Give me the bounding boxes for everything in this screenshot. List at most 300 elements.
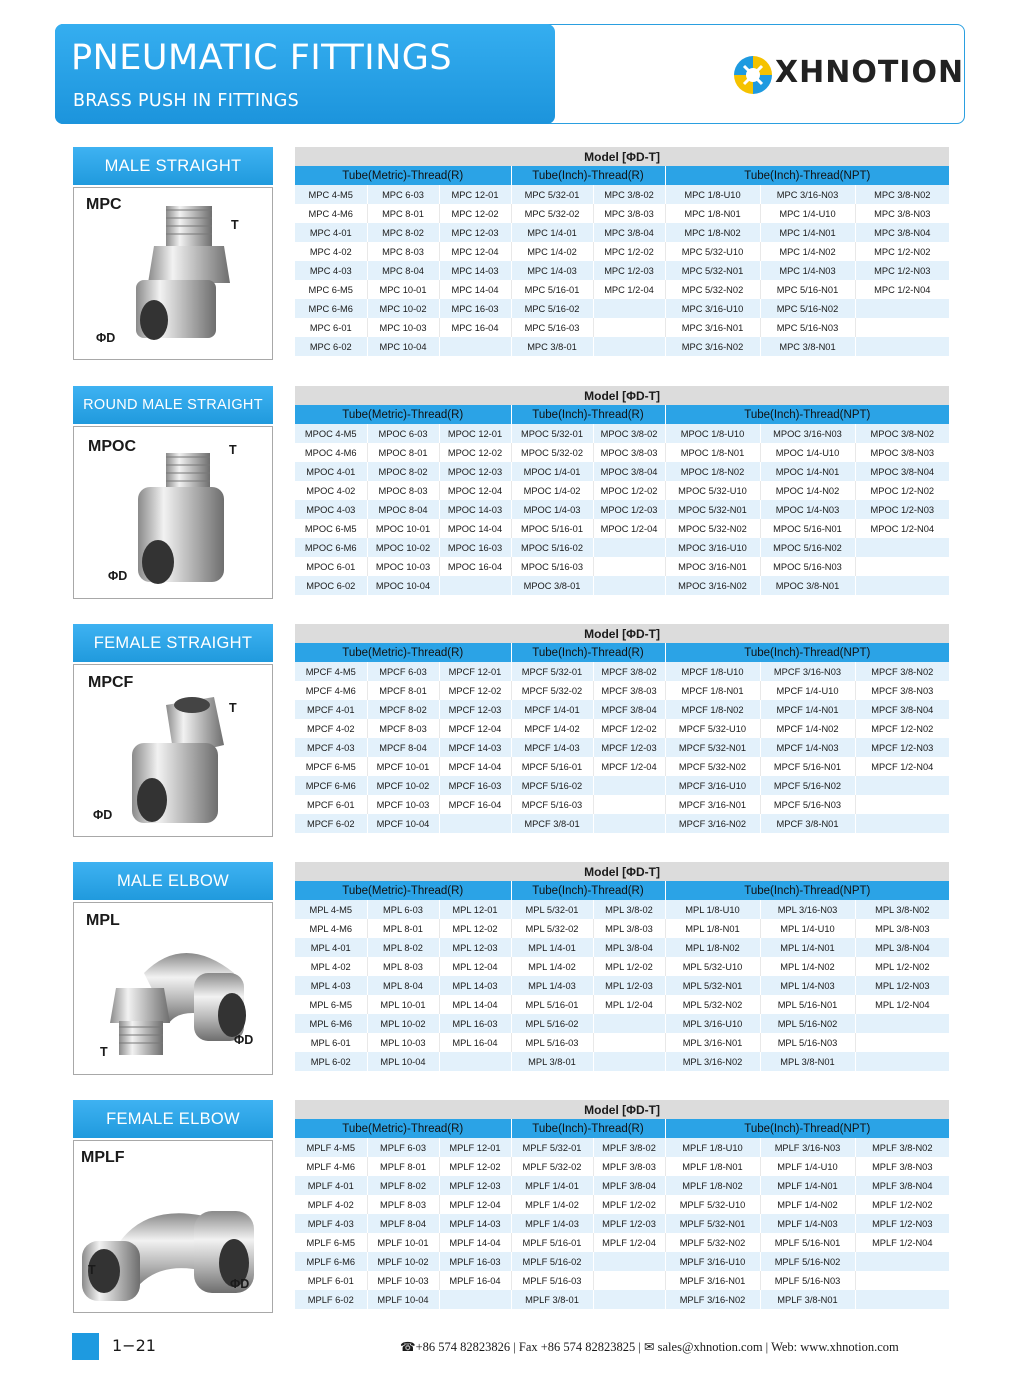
- model-cell: MPC 6-M6: [295, 299, 367, 318]
- model-cell: MPL 12-03: [439, 938, 511, 957]
- group-metric-r: Tube(Metric)-Thread(R): [295, 166, 511, 185]
- table-row: [295, 776, 949, 795]
- model-cell: MPOC 3/8-03: [593, 443, 665, 462]
- table-row: [295, 1014, 949, 1033]
- table-row: [295, 538, 949, 557]
- model-cell: MPC 1/2-04: [593, 280, 665, 299]
- model-cell: MPOC 1/2-03: [593, 500, 665, 519]
- model-cell: MPLF 1/2-02: [593, 1195, 665, 1214]
- model-cell: MPL 4-M5: [295, 900, 367, 919]
- model-code: MPC: [86, 196, 122, 213]
- table-row: [295, 481, 949, 500]
- model-cell: [855, 1014, 949, 1033]
- model-cell: MPCF 3/8-N02: [855, 662, 949, 681]
- model-cell: MPCF 1/8-N02: [665, 700, 760, 719]
- model-cell: MPCF 1/2-03: [593, 738, 665, 757]
- table-row: [295, 719, 949, 738]
- model-cell: MPLF 3/16-U10: [665, 1252, 760, 1271]
- table-row: [295, 1271, 949, 1290]
- table-title-row: [295, 147, 949, 166]
- model-cell: MPL 8-01: [367, 919, 439, 938]
- model-cell: MPCF 8-02: [367, 700, 439, 719]
- product-image: [73, 664, 273, 837]
- model-cell: MPLF 3/16-N03: [760, 1138, 855, 1157]
- table-row: [295, 681, 949, 700]
- table-row: [295, 1195, 949, 1214]
- table-row: [295, 738, 949, 757]
- model-cell: MPCF 1/4-N01: [760, 700, 855, 719]
- model-cell: MPC 3/16-N03: [760, 185, 855, 204]
- model-cell: MPL 4-M6: [295, 919, 367, 938]
- model-cell: MPOC 3/8-01: [511, 576, 593, 595]
- model-table: [295, 862, 949, 1071]
- model-cell: MPLF 14-04: [439, 1233, 511, 1252]
- model-cell: MPC 6-02: [295, 337, 367, 356]
- model-cell: MPLF 3/8-N03: [855, 1157, 949, 1176]
- model-cell: MPC 1/2-N03: [855, 261, 949, 280]
- model-cell: MPL 12-01: [439, 900, 511, 919]
- section-label: ROUND MALE STRAIGHT: [73, 386, 273, 424]
- model-cell: MPOC 4-M5: [295, 424, 367, 443]
- model-cell: MPLF 16-03: [439, 1252, 511, 1271]
- model-cell: MPC 6-01: [295, 318, 367, 337]
- table-row: [295, 1157, 949, 1176]
- model-cell: [855, 576, 949, 595]
- model-cell: MPCF 1/4-01: [511, 700, 593, 719]
- page-marker: [72, 1333, 99, 1360]
- model-cell: MPOC 5/32-N02: [665, 519, 760, 538]
- model-cell: MPLF 8-02: [367, 1176, 439, 1195]
- footer-contact: ☎+86 574 82823826 | Fax +86 574 82823825 | ✉ sales@xhnotion.com | Web: www.xhnotion.com: [400, 1340, 899, 1354]
- model-cell: MPL 1/2-04: [593, 995, 665, 1014]
- model-cell: MPOC 8-01: [367, 443, 439, 462]
- model-cell: MPC 8-01: [367, 204, 439, 223]
- table-row: [295, 500, 949, 519]
- model-cell: MPCF 5/16-N02: [760, 776, 855, 795]
- model-cell: MPLF 5/32-01: [511, 1138, 593, 1157]
- model-cell: MPCF 4-M6: [295, 681, 367, 700]
- model-cell: MPC 10-04: [367, 337, 439, 356]
- model-cell: MPOC 6-02: [295, 576, 367, 595]
- model-cell: MPC 12-02: [439, 204, 511, 223]
- model-cell: MPC 3/8-N02: [855, 185, 949, 204]
- model-cell: MPL 5/16-01: [511, 995, 593, 1014]
- model-cell: MPCF 5/32-N02: [665, 757, 760, 776]
- model-cell: MPC 1/8-U10: [665, 185, 760, 204]
- model-cell: MPC 1/2-N04: [855, 280, 949, 299]
- model-cell: [855, 795, 949, 814]
- model-cell: MPC 5/32-N02: [665, 280, 760, 299]
- model-cell: MPC 1/8-N02: [665, 223, 760, 242]
- model-cell: MPCF 1/4-03: [511, 738, 593, 757]
- model-cell: MPC 12-03: [439, 223, 511, 242]
- model-cell: MPLF 10-01: [367, 1233, 439, 1252]
- model-cell: MPC 1/8-N01: [665, 204, 760, 223]
- model-cell: MPL 5/16-N01: [760, 995, 855, 1014]
- product-image: [73, 426, 273, 599]
- page-subtitle: BRASS PUSH IN FITTINGS: [73, 91, 300, 111]
- thread-dimension-label: T: [229, 701, 237, 715]
- model-cell: MPC 1/2-03: [593, 261, 665, 280]
- model-cell: MPOC 1/4-N01: [760, 462, 855, 481]
- model-cell: MPLF 10-04: [367, 1290, 439, 1309]
- model-cell: [855, 1271, 949, 1290]
- page-number: 1−21: [112, 1336, 156, 1355]
- model-cell: MPC 12-04: [439, 242, 511, 261]
- model-cell: MPOC 4-M6: [295, 443, 367, 462]
- model-cell: MPLF 5/32-N02: [665, 1233, 760, 1252]
- model-cell: MPC 3/8-N04: [855, 223, 949, 242]
- group-metric-r: Tube(Metric)-Thread(R): [295, 881, 511, 900]
- model-cell: MPL 3/16-N03: [760, 900, 855, 919]
- model-cell: MPCF 6-01: [295, 795, 367, 814]
- model-cell: MPOC 12-01: [439, 424, 511, 443]
- model-cell: MPCF 4-01: [295, 700, 367, 719]
- model-cell: MPCF 3/8-03: [593, 681, 665, 700]
- model-cell: MPC 1/4-02: [511, 242, 593, 261]
- model-cell: MPCF 10-01: [367, 757, 439, 776]
- model-cell: MPOC 1/8-U10: [665, 424, 760, 443]
- model-cell: [855, 337, 949, 356]
- model-cell: MPLF 6-01: [295, 1271, 367, 1290]
- model-cell: MPOC 3/16-N03: [760, 424, 855, 443]
- model-cell: MPCF 5/16-03: [511, 795, 593, 814]
- model-cell: MPL 1/4-U10: [760, 919, 855, 938]
- model-cell: MPLF 12-01: [439, 1138, 511, 1157]
- thread-dimension-label: T: [229, 443, 237, 457]
- group-inch-npt: Tube(Inch)-Thread(NPT): [665, 643, 949, 662]
- model-cell: MPLF 3/8-N01: [760, 1290, 855, 1309]
- model-cell: MPLF 5/16-03: [511, 1271, 593, 1290]
- table-row: [295, 995, 949, 1014]
- model-cell: MPL 1/2-N03: [855, 976, 949, 995]
- model-cell: MPC 5/32-01: [511, 185, 593, 204]
- model-cell: MPLF 1/8-N01: [665, 1157, 760, 1176]
- model-cell: MPCF 4-03: [295, 738, 367, 757]
- model-cell: MPLF 8-04: [367, 1214, 439, 1233]
- model-cell: MPOC 5/32-01: [511, 424, 593, 443]
- model-cell: MPC 12-01: [439, 185, 511, 204]
- model-cell: MPL 6-02: [295, 1052, 367, 1071]
- model-cell: MPC 1/4-N03: [760, 261, 855, 280]
- model-cell: MPCF 12-04: [439, 719, 511, 738]
- model-cell: [439, 576, 511, 595]
- model-cell: MPOC 5/16-N02: [760, 538, 855, 557]
- model-cell: MPOC 3/16-N02: [665, 576, 760, 595]
- model-cell: MPLF 1/2-03: [593, 1214, 665, 1233]
- logo-mark-icon: [730, 52, 776, 98]
- model-cell: MPLF 4-M5: [295, 1138, 367, 1157]
- model-cell: MPL 5/32-01: [511, 900, 593, 919]
- model-cell: MPC 5/16-02: [511, 299, 593, 318]
- table-title: Model [ΦD-T]: [295, 1100, 949, 1119]
- model-cell: [593, 1052, 665, 1071]
- group-metric-r: Tube(Metric)-Thread(R): [295, 405, 511, 424]
- model-cell: MPC 3/8-02: [593, 185, 665, 204]
- model-cell: MPC 5/16-N03: [760, 318, 855, 337]
- model-cell: [439, 814, 511, 833]
- model-cell: MPC 1/4-01: [511, 223, 593, 242]
- model-cell: MPL 3/16-N02: [665, 1052, 760, 1071]
- table-group-header: [295, 166, 949, 185]
- model-cell: MPOC 10-02: [367, 538, 439, 557]
- model-cell: MPCF 1/4-U10: [760, 681, 855, 700]
- table-title-row: [295, 386, 949, 405]
- model-cell: MPL 3/8-N03: [855, 919, 949, 938]
- model-cell: MPL 1/8-U10: [665, 900, 760, 919]
- model-cell: MPCF 3/8-N04: [855, 700, 949, 719]
- model-cell: MPL 1/4-01: [511, 938, 593, 957]
- model-cell: MPOC 1/2-04: [593, 519, 665, 538]
- tube-diameter-label: ΦD: [108, 569, 128, 583]
- model-cell: MPL 3/8-04: [593, 938, 665, 957]
- model-cell: [593, 557, 665, 576]
- model-cell: MPL 3/8-N02: [855, 900, 949, 919]
- model-cell: MPC 14-03: [439, 261, 511, 280]
- model-cell: MPOC 14-03: [439, 500, 511, 519]
- model-cell: MPC 10-01: [367, 280, 439, 299]
- table-row: [295, 919, 949, 938]
- model-cell: MPL 1/2-N04: [855, 995, 949, 1014]
- model-cell: MPCF 5/32-02: [511, 681, 593, 700]
- model-cell: [855, 557, 949, 576]
- model-cell: [855, 776, 949, 795]
- model-cell: MPCF 3/16-N03: [760, 662, 855, 681]
- table-title-row: [295, 1100, 949, 1119]
- model-cell: MPCF 10-04: [367, 814, 439, 833]
- model-cell: MPL 10-03: [367, 1033, 439, 1052]
- model-cell: MPOC 3/8-N02: [855, 424, 949, 443]
- model-cell: MPL 1/4-N01: [760, 938, 855, 957]
- model-cell: MPC 4-01: [295, 223, 367, 242]
- model-cell: MPCF 1/2-N04: [855, 757, 949, 776]
- model-cell: MPC 10-02: [367, 299, 439, 318]
- model-cell: MPC 4-02: [295, 242, 367, 261]
- model-cell: MPC 6-M5: [295, 280, 367, 299]
- table-row: [295, 976, 949, 995]
- table-row: [295, 519, 949, 538]
- model-cell: MPCF 8-04: [367, 738, 439, 757]
- group-inch-r: Tube(Inch)-Thread(R): [511, 643, 665, 662]
- model-cell: MPL 6-M6: [295, 1014, 367, 1033]
- table-row: [295, 1290, 949, 1309]
- model-cell: MPCF 14-03: [439, 738, 511, 757]
- model-cell: MPC 8-02: [367, 223, 439, 242]
- model-cell: MPCF 5/16-N01: [760, 757, 855, 776]
- group-inch-r: Tube(Inch)-Thread(R): [511, 405, 665, 424]
- model-cell: MPLF 4-M6: [295, 1157, 367, 1176]
- model-cell: MPOC 6-M5: [295, 519, 367, 538]
- table-group-header: [295, 881, 949, 900]
- table-group-header: [295, 643, 949, 662]
- model-cell: MPOC 5/16-03: [511, 557, 593, 576]
- model-cell: MPC 3/16-N02: [665, 337, 760, 356]
- model-cell: MPL 10-02: [367, 1014, 439, 1033]
- model-cell: [593, 1290, 665, 1309]
- table-row: [295, 185, 949, 204]
- model-cell: [593, 576, 665, 595]
- header-banner: [55, 24, 555, 124]
- model-cell: MPOC 1/2-N03: [855, 500, 949, 519]
- model-cell: MPOC 3/8-04: [593, 462, 665, 481]
- model-cell: MPL 12-04: [439, 957, 511, 976]
- model-cell: MPOC 5/32-U10: [665, 481, 760, 500]
- model-cell: [593, 814, 665, 833]
- model-table: [295, 147, 949, 356]
- model-cell: MPCF 5/32-01: [511, 662, 593, 681]
- model-cell: MPLF 12-03: [439, 1176, 511, 1195]
- model-cell: MPLF 1/2-N03: [855, 1214, 949, 1233]
- model-cell: MPC 5/16-N01: [760, 280, 855, 299]
- model-cell: MPCF 3/16-U10: [665, 776, 760, 795]
- model-cell: MPOC 1/4-N02: [760, 481, 855, 500]
- logo-text: XHNOTION: [775, 55, 965, 90]
- table-title: Model [ΦD-T]: [295, 147, 949, 166]
- model-cell: MPL 14-03: [439, 976, 511, 995]
- model-cell: MPLF 3/8-N02: [855, 1138, 949, 1157]
- model-cell: MPC 3/16-N01: [665, 318, 760, 337]
- model-cell: MPLF 1/8-U10: [665, 1138, 760, 1157]
- model-cell: MPCF 12-01: [439, 662, 511, 681]
- table-row: [295, 1176, 949, 1195]
- model-cell: MPOC 3/8-N01: [760, 576, 855, 595]
- model-cell: MPCF 1/4-N02: [760, 719, 855, 738]
- table-row: [295, 900, 949, 919]
- model-cell: [593, 538, 665, 557]
- section-label: FEMALE STRAIGHT: [73, 624, 273, 662]
- model-table: [295, 624, 949, 833]
- model-cell: MPLF 5/32-U10: [665, 1195, 760, 1214]
- model-cell: MPC 5/16-03: [511, 318, 593, 337]
- model-cell: MPCF 1/2-N03: [855, 738, 949, 757]
- model-cell: MPOC 1/4-01: [511, 462, 593, 481]
- model-cell: MPLF 6-02: [295, 1290, 367, 1309]
- model-cell: MPLF 1/4-N02: [760, 1195, 855, 1214]
- model-cell: MPL 1/4-N02: [760, 957, 855, 976]
- model-cell: MPC 3/8-N01: [760, 337, 855, 356]
- thread-dimension-label: T: [88, 1263, 96, 1277]
- tube-diameter-label: ΦD: [234, 1033, 254, 1047]
- model-cell: MPLF 8-03: [367, 1195, 439, 1214]
- model-cell: MPC 3/8-N03: [855, 204, 949, 223]
- table-title: Model [ΦD-T]: [295, 386, 949, 405]
- model-cell: MPOC 1/2-N02: [855, 481, 949, 500]
- model-cell: MPCF 1/8-N01: [665, 681, 760, 700]
- model-cell: MPOC 1/4-U10: [760, 443, 855, 462]
- model-cell: MPLF 3/16-N02: [665, 1290, 760, 1309]
- model-cell: MPL 5/16-N02: [760, 1014, 855, 1033]
- model-cell: MPL 1/4-N03: [760, 976, 855, 995]
- model-cell: MPLF 6-03: [367, 1138, 439, 1157]
- model-cell: MPL 12-02: [439, 919, 511, 938]
- group-inch-npt: Tube(Inch)-Thread(NPT): [665, 1119, 949, 1138]
- model-cell: MPLF 4-02: [295, 1195, 367, 1214]
- model-cell: MPLF 8-01: [367, 1157, 439, 1176]
- model-cell: MPC 5/32-N01: [665, 261, 760, 280]
- model-cell: MPOC 5/16-02: [511, 538, 593, 557]
- model-cell: MPLF 5/16-N02: [760, 1252, 855, 1271]
- group-inch-npt: Tube(Inch)-Thread(NPT): [665, 405, 949, 424]
- model-cell: MPLF 3/8-03: [593, 1157, 665, 1176]
- model-cell: MPC 3/8-01: [511, 337, 593, 356]
- table-row: [295, 795, 949, 814]
- model-cell: MPL 16-04: [439, 1033, 511, 1052]
- model-cell: MPLF 3/16-N01: [665, 1271, 760, 1290]
- model-cell: MPLF 1/4-U10: [760, 1157, 855, 1176]
- model-cell: MPOC 1/4-02: [511, 481, 593, 500]
- model-cell: MPOC 4-03: [295, 500, 367, 519]
- model-cell: MPL 1/2-N02: [855, 957, 949, 976]
- model-cell: MPCF 8-03: [367, 719, 439, 738]
- model-cell: MPCF 12-02: [439, 681, 511, 700]
- model-cell: [855, 538, 949, 557]
- model-cell: MPOC 5/16-N01: [760, 519, 855, 538]
- table-group-header: [295, 1119, 949, 1138]
- model-cell: MPL 4-01: [295, 938, 367, 957]
- model-code: MPLF: [81, 1149, 125, 1166]
- model-cell: MPOC 6-M6: [295, 538, 367, 557]
- thread-dimension-label: T: [100, 1045, 108, 1059]
- model-cell: MPOC 5/16-N03: [760, 557, 855, 576]
- model-cell: MPOC 6-03: [367, 424, 439, 443]
- model-cell: [593, 1033, 665, 1052]
- model-cell: MPLF 12-04: [439, 1195, 511, 1214]
- model-cell: MPCF 16-04: [439, 795, 511, 814]
- table-row: [295, 1033, 949, 1052]
- model-cell: MPLF 5/16-01: [511, 1233, 593, 1252]
- model-cell: MPL 3/8-N01: [760, 1052, 855, 1071]
- model-cell: MPLF 3/8-02: [593, 1138, 665, 1157]
- model-cell: MPL 4-03: [295, 976, 367, 995]
- model-cell: MPL 6-01: [295, 1033, 367, 1052]
- model-cell: MPCF 16-03: [439, 776, 511, 795]
- group-metric-r: Tube(Metric)-Thread(R): [295, 1119, 511, 1138]
- model-cell: [855, 1033, 949, 1052]
- model-cell: MPLF 14-03: [439, 1214, 511, 1233]
- model-cell: [593, 1271, 665, 1290]
- model-cell: MPL 1/4-02: [511, 957, 593, 976]
- model-cell: MPOC 5/32-N01: [665, 500, 760, 519]
- model-cell: MPL 4-02: [295, 957, 367, 976]
- model-code: MPOC: [88, 438, 136, 455]
- page-title: PNEUMATIC FITTINGS: [71, 38, 453, 78]
- model-cell: MPC 1/4-N02: [760, 242, 855, 261]
- model-cell: MPOC 1/8-N02: [665, 462, 760, 481]
- model-cell: MPC 10-03: [367, 318, 439, 337]
- model-cell: MPC 3/8-03: [593, 204, 665, 223]
- model-cell: MPCF 10-02: [367, 776, 439, 795]
- model-cell: MPCF 8-01: [367, 681, 439, 700]
- table-row: [295, 462, 949, 481]
- table-row: [295, 204, 949, 223]
- model-cell: MPL 5/32-02: [511, 919, 593, 938]
- model-cell: MPLF 1/4-N03: [760, 1214, 855, 1233]
- table-title-row: [295, 862, 949, 881]
- model-cell: MPCF 10-03: [367, 795, 439, 814]
- model-cell: MPOC 4-01: [295, 462, 367, 481]
- model-cell: MPLF 1/4-02: [511, 1195, 593, 1214]
- model-cell: MPC 4-M6: [295, 204, 367, 223]
- table-row: [295, 223, 949, 242]
- model-cell: MPL 10-04: [367, 1052, 439, 1071]
- model-cell: MPLF 16-04: [439, 1271, 511, 1290]
- model-cell: MPOC 12-03: [439, 462, 511, 481]
- table-row: [295, 261, 949, 280]
- model-cell: MPCF 1/8-U10: [665, 662, 760, 681]
- model-cell: MPL 3/8-02: [593, 900, 665, 919]
- table-row: [295, 662, 949, 681]
- model-cell: MPL 1/8-N02: [665, 938, 760, 957]
